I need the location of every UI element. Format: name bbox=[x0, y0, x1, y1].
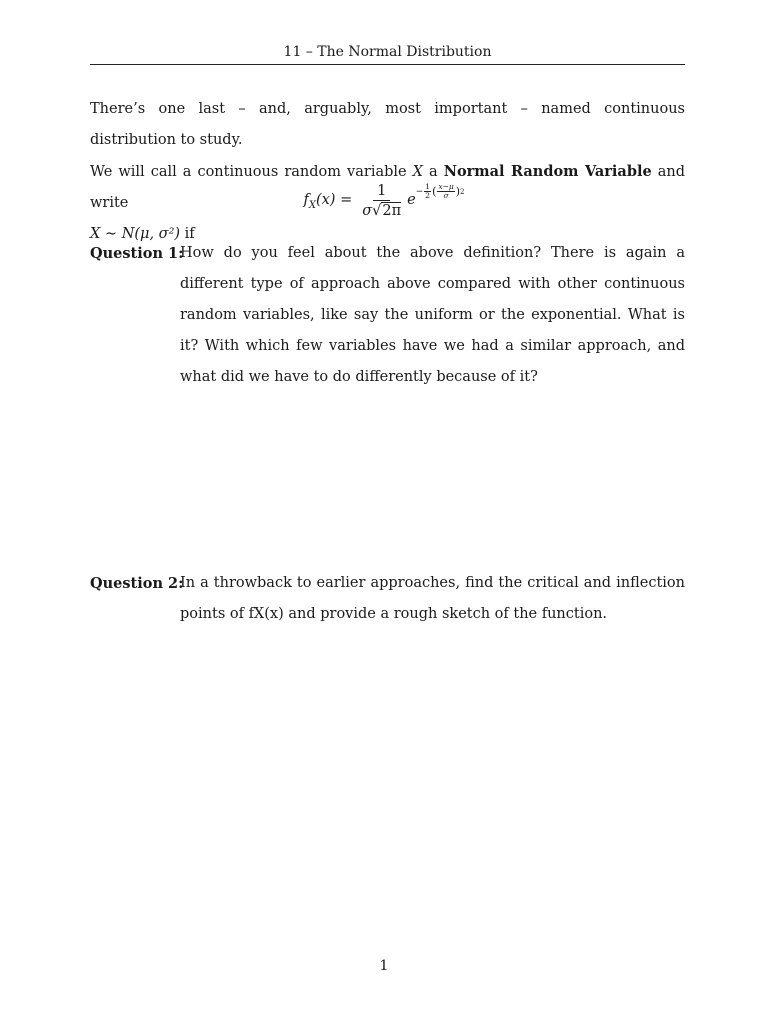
intro-line-2-mid: a bbox=[422, 164, 444, 180]
page-number: 1 bbox=[379, 958, 389, 974]
formula-sigma: σ bbox=[362, 203, 373, 219]
var-x: X bbox=[412, 164, 423, 180]
formula-lhs: $f_X(x)$ = bbox=[303, 191, 353, 211]
intro-line-2-pre: We will call a continuous random variable bbox=[90, 164, 413, 180]
intro-line-3-post: if bbox=[180, 226, 195, 242]
formula-denominator: σ√2π bbox=[362, 203, 402, 219]
formula-exponential bbox=[407, 182, 465, 211]
formula-base: e bbox=[407, 191, 416, 208]
formula-root-arg: 2π bbox=[382, 203, 402, 219]
intro-line-1: There’s one last – and, arguably, most important – named continuous distribution to study. bbox=[90, 101, 685, 148]
question-2-label: Question 2: bbox=[90, 575, 184, 592]
question-1 bbox=[90, 238, 685, 393]
question-2-text: In a throwback to earlier approaches, find the critical and inflection points of fX(x) and provide a rough sketch of the function. bbox=[180, 575, 685, 622]
page-header-title: 11 – The Normal Distribution bbox=[283, 44, 492, 60]
question-1-label: Question 1: bbox=[90, 245, 184, 262]
formula-exponent: − $\frac{1}{2}$ ( $\frac{x-\mu}{\sigma}$ ) 2 bbox=[415, 182, 465, 201]
defined-term: Normal Random Variable bbox=[443, 163, 652, 180]
formula-numerator: 1 bbox=[373, 183, 390, 201]
question-1-text: How do you feel about the above definition? There is again a different type of approach above compared with other continuous random variables, like say the uniform or the exponential. What is it? With which few variables have we had a similar approach, and what did we have to do differently because of it? bbox=[180, 245, 685, 385]
question-2 bbox=[90, 568, 685, 630]
distribution-notation: X ∼ N(μ, σ²) bbox=[90, 226, 181, 242]
header-rule bbox=[90, 64, 685, 65]
intro-paragraph bbox=[90, 94, 685, 250]
intro-line-2-post: and write bbox=[90, 164, 685, 211]
formula-fraction bbox=[358, 183, 405, 219]
normal-pdf-formula bbox=[0, 178, 768, 224]
